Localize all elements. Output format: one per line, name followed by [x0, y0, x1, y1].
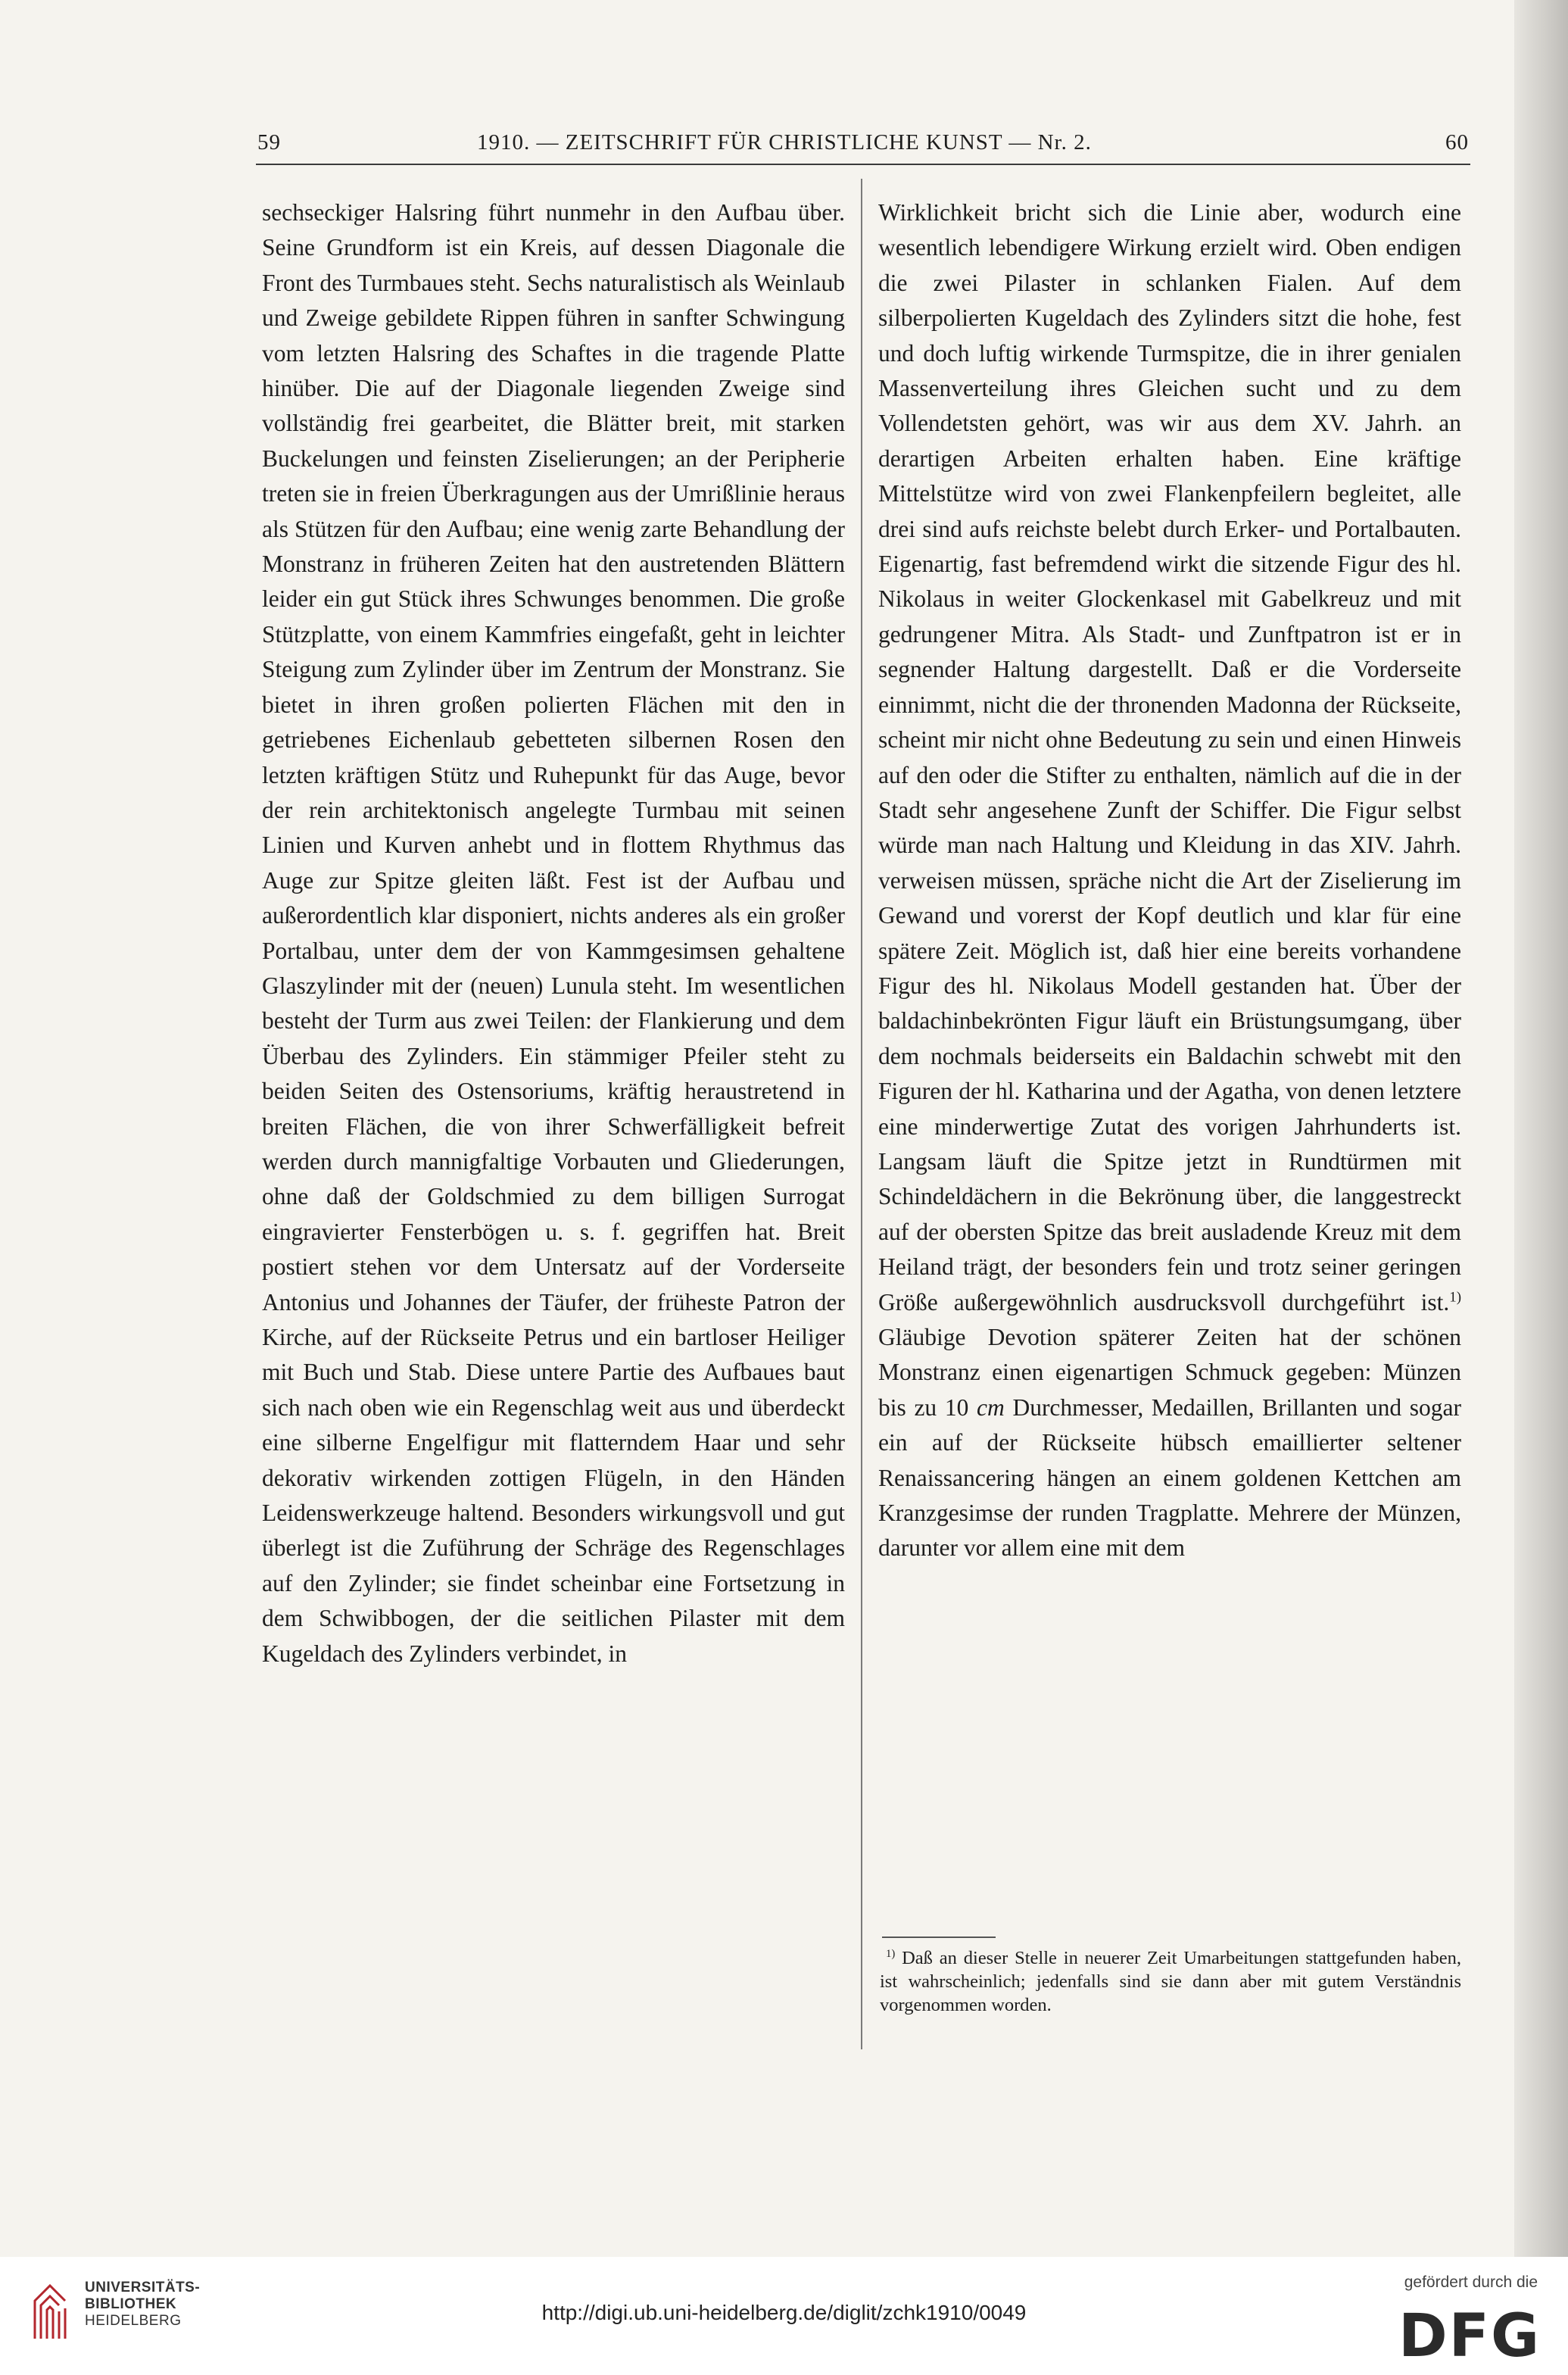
funded-by-label: gefördert durch die	[1404, 2274, 1538, 2291]
page-edge-shadow	[1514, 0, 1568, 2257]
institution-line-3: HEIDELBERG	[85, 2313, 182, 2329]
running-title: 1910. — ZEITSCHRIFT FÜR CHRISTLICHE KUNST — Nr. 2.	[477, 130, 1092, 154]
right-column-text	[878, 195, 1461, 1566]
unit-cm: cm	[977, 1393, 1005, 1421]
left-column	[262, 195, 845, 1671]
right-column	[878, 195, 1461, 1566]
footnote-text: Daß an dieser Stelle in neuerer Zeit Umarbeitungen stattgefunden haben, ist wahrscheinlich; jedenfalls sind sie dann aber mit gutem Verständnis vorgenommen worden.	[880, 1948, 1461, 2015]
institution-line-2: BIBLIOTHEK	[85, 2296, 177, 2312]
footnote-reference: 1)	[1449, 1289, 1461, 1306]
left-column-text: sechseckiger Halsring führt nunmehr in den Aufbau über. Seine Grundform ist ein Kreis, auf dessen Diagonale die Front des Turmbaues steht. Sechs naturalistisch als Weinlaub und Zweige gebildete Rippen führen in sanfter Schwingung vom letzten Halsring des Schaftes in die tragende Platte hinüber. Die auf der Diagonale liegenden Zweige sind vollständig frei gearbeitet, die Blätter breit, mit starken Buckelungen und feinsten Ziselierungen; an der Peripherie treten sie in freien Überkragungen aus der Umrißlinie heraus als Stützen für den Aufbau; eine wenig zarte Behandlung der Monstranz in früheren Zeiten hat den austretenden Blättern leider ein gut Stück ihres Schwunges benommen. Die große Stützplatte, von einem Kammfries eingefaßt, geht in leichter Steigung zum Zylinder über im Zentrum der Monstranz. Sie bietet in ihren großen polierten Flächen mit den in getriebenes Eichenlaub gebetteten silbernen Rosen den letzten kräftigen Stütz und Ruhepunkt für das Auge, bevor der rein architektonisch angelegte Turmbau mit seinen Linien und Kurven anhebt und in flottem Rhythmus das Auge zur Spitze gleiten läßt. Fest ist der Aufbau und außerordentlich klar disponiert, nichts anderes als ein großer Portalbau, unter dem der von Kammgesimsen gehaltene Glaszylinder mit der (neuen) Lunula steht. Im wesentlichen besteht der Turm aus zwei Teilen: der Flankierung und dem Überbau des Zylinders. Ein stämmiger Pfeiler steht zu beiden Seiten des Ostensoriums, kräftig heraustretend in breiten Flächen, die von ihrer Schwerfälligkeit befreit werden durch mannigfaltige Vorbauten und Gliederungen, ohne daß der Goldschmied zu dem billigen Surrogat eingravierter Fensterbögen u. s. f. gegriffen hat. Breit postiert stehen vor dem Untersatz auf der Vorderseite Antonius und Johannes der Täufer, der früheste Patron der Kirche, auf der Rückseite Petrus und ein bartloser Heiliger mit Buch und Stab. Diese untere Partie des Aufbaues baut sich nach oben wie ein Regenschlag weit aus und überdeckt eine silberne Engelfigur mit flatterndem Haar und sehr dekorativ wirkenden zottigen Flügeln, in den Händen Leidenswerkzeuge haltend. Besonders wirkungsvoll und gut überlegt ist die Zuführung der Schräge des Regenschlages auf den Zylinder; sie findet scheinbar eine Fortsetzung in dem Schwibbogen, der die seitlichen Pilaster mit dem Kugeldach des Zylinders verbindet, in	[262, 199, 845, 1667]
header-rule	[256, 164, 1470, 165]
footnote-rule	[882, 1937, 996, 1938]
institution-line-1: UNIVERSITÄTS-	[85, 2280, 201, 2295]
right-text-mid: Gläubige Devotion späterer Zeiten hat der schönen Monstranz einen eigenartigen Schmuck gegeben: Münzen bis zu 10	[878, 1324, 1461, 1421]
page-number-left: 59	[257, 130, 281, 154]
permalink-url[interactable]: http://digi.ub.uni-heidelberg.de/diglit/zchk1910/0049	[541, 2301, 1027, 2324]
dfg-logo: DFG	[1398, 2302, 1541, 2370]
footnote	[880, 1946, 1461, 2017]
footnote-paragraph	[880, 1946, 1461, 2017]
viewer-footer	[0, 2257, 1568, 2375]
footnote-marker: 1)	[886, 1947, 896, 1960]
column-divider	[861, 179, 862, 2049]
running-header	[257, 130, 1469, 168]
right-text-after-unit: Durchmesser, Medaillen, Brillanten und sogar ein auf der Rückseite hübsch emaillierter seltener Renaissancering hängen an einem goldenen Kettchen am Kranzgesimse der runden Tragplatte. Mehrere der Münzen, darunter vor allem eine mit dem	[878, 1393, 1461, 1562]
page-number-right: 60	[1445, 130, 1469, 154]
right-text-before-note: Wirklichkeit bricht sich die Linie aber, wodurch eine wesentlich lebendigere Wirkung erzielt wird. Oben endigen die zwei Pilaster in schlanken Fialen. Auf dem silberpolierten Kugeldach des Zylinders sitzt die hohe, fest und doch luftig wirkende Turmspitze, die in ihrer genialen Massenverteilung ihres Gleichen sucht und zu dem Vollendetsten gehört, was wir aus dem XV. Jahrh. an derartigen Arbeiten erhalten haben. Eine kräftige Mittelstütze wird von zwei Flankenpfeilern begleitet, alle drei sind aufs reichste belebt durch Erker- und Portalbauten. Eigenartig, fast befremdend wirkt die sitzende Figur des hl. Nikolaus in weiter Glockenkasel mit Gabelkreuz und mit gedrungener Mitra. Als Stadt- und Zunftpatron ist er in segnender Haltung dargestellt. Daß er die Vorderseite einnimmt, nicht die der thronenden Madonna der Rückseite, scheint mir nicht ohne Bedeutung zu sein und einen Hinweis auf den oder die Stifter zu enthalten, nämlich auf die in der Stadt sehr angesehene Zunft der Schiffer. Die Figur selbst würde man nach Haltung und Kleidung in das XIV. Jahrh. verweisen müssen, spräche nicht die Art der Ziselierung im Gewand und vorerst der Kopf deutlich und klar für eine spätere Zeit. Möglich ist, daß hier eine bereits vorhandene Figur des hl. Nikolaus Modell gestanden hat. Über der baldachinbekrönten Figur läuft ein Brüstungsumgang, über dem nochmals beiderseits ein Baldachin schwebt mit den Figuren der hl. Katharina und der Agatha, von denen letztere eine minderwertige Zutat des vorigen Jahrhunderts ist. Langsam läuft die Spitze jetzt in Rundtürmen mit Schindeldächern in die Bekrönung über, die langgestreckt auf der obersten Spitze das breit ausladende Kreuz mit dem Heiland trägt, der besonders fein und trotz seiner geringen Größe außergewöhnlich ausdrucksvoll durchgeführt ist.	[878, 199, 1461, 1315]
